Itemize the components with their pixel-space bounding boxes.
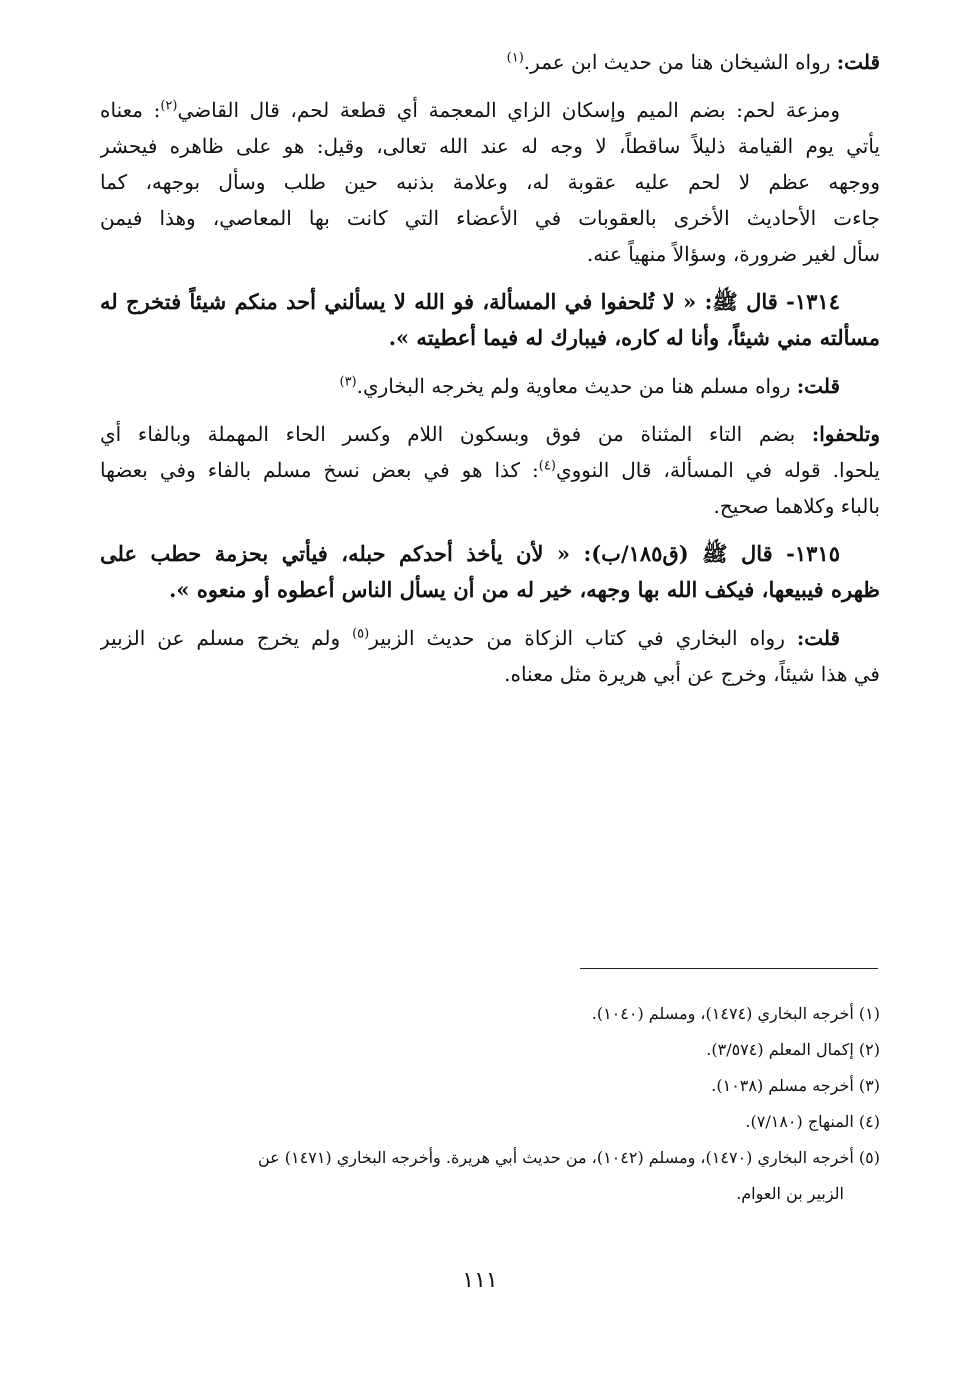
footnote-ref-5: (٥) xyxy=(352,626,370,642)
hadith-1314: ١٣١٤- قال ﷺ: « لا تُلحفوا في المسألة، فو الله لا يسألني أحد منكم شيئاً فتخرج له مسألته مني شيئاً، وأنا له كاره، فيبارك له فيما أعطيته ». xyxy=(100,289,880,350)
footnote-5: (٥) أخرجه البخاري (١٤٧٠)، ومسلم (١٠٤٢)، من حديث أبي هريرة. وأخرجه البخاري (١٤٧١) عن xyxy=(257,1148,880,1167)
footnote-5-continued: الزبير بن العوام. xyxy=(736,1184,844,1203)
footnote-1: (١) أخرجه البخاري (١٤٧٤)، ومسلم (١٠٤٠). xyxy=(591,1004,880,1023)
footnotes xyxy=(100,996,880,1212)
paragraph-explanation-1: ومزعة لحم: بضم الميم وإسكان الزاي المعجمة أي قطعة لحم، قال القاضي$^{(٢)}$: معناه يأتي يوم القيامة ذليلاً ساقطاً، لا وجه له عند الله تعالى، وقيل: هو على ظاهره فيحشر ووجهه عظم لا لحم عليه عقوبة له، وعلامة بذنبه حين طلب وسأل بوجهه، كما جاءت الأحاديث الأخرى بالعقوبات في الأعضاء التي كانت بها المعاصي، وهذا فيمن سأل لغير ضرورة، وسؤالاً منهياً عنه. xyxy=(100,98,880,266)
footnote-ref-4: (٤) xyxy=(538,458,556,474)
paragraph-note-2: قلت: رواه مسلم هنا من حديث معاوية ولم يخرجه البخاري.$^{(٣)}$ xyxy=(339,374,840,398)
footnote-ref-1: (١) xyxy=(506,50,524,66)
footnote-4: (٤) المنهاج (٧/١٨٠). xyxy=(745,1112,880,1131)
hadith-1315: ١٣١٥- قال ﷺ (ق١٨٥/ب): « لأن يأخذ أحدكم حبله، فيأتي بحزمة حطب على ظهره فيبيعها، فيكف الله بها وجهه، خير له من أن يسأل الناس أعطوه أو منعوه ». xyxy=(100,541,880,602)
page-body xyxy=(100,44,880,692)
footnote-separator xyxy=(580,968,878,969)
paragraph-note-1 xyxy=(100,44,880,80)
footnote-ref-2: (٢) xyxy=(160,98,178,114)
footnote-3: (٣) أخرجه مسلم (١٠٣٨). xyxy=(711,1076,880,1095)
footnote-2: (٢) إكمال المعلم (٣/٥٧٤). xyxy=(706,1040,880,1059)
paragraph-note-3: قلت: رواه البخاري في كتاب الزكاة من حديث الزبير$^{(٥)}$ ولم يخرج مسلم عن الزبير في هذا شيئاً، وخرج عن أبي هريرة مثل معناه. xyxy=(100,626,880,686)
note-text: رواه الشيخان هنا من حديث ابن عمر. xyxy=(523,50,831,74)
footnote-ref-3: (٣) xyxy=(339,374,357,390)
page-number: ١١١ xyxy=(462,1268,498,1293)
note-lead: قلت: xyxy=(836,50,880,74)
paragraph-explanation-2: وتلحفوا: بضم التاء المثناة من فوق وبسكون اللام وكسر الحاء المهملة وبالفاء أي يلحوا. قوله في المسألة، قال النووي$^{(٤)}$: كذا هو في بعض نسخ مسلم بالفاء وفي بعضها بالباء وكلاهما صحيح. xyxy=(100,422,880,518)
